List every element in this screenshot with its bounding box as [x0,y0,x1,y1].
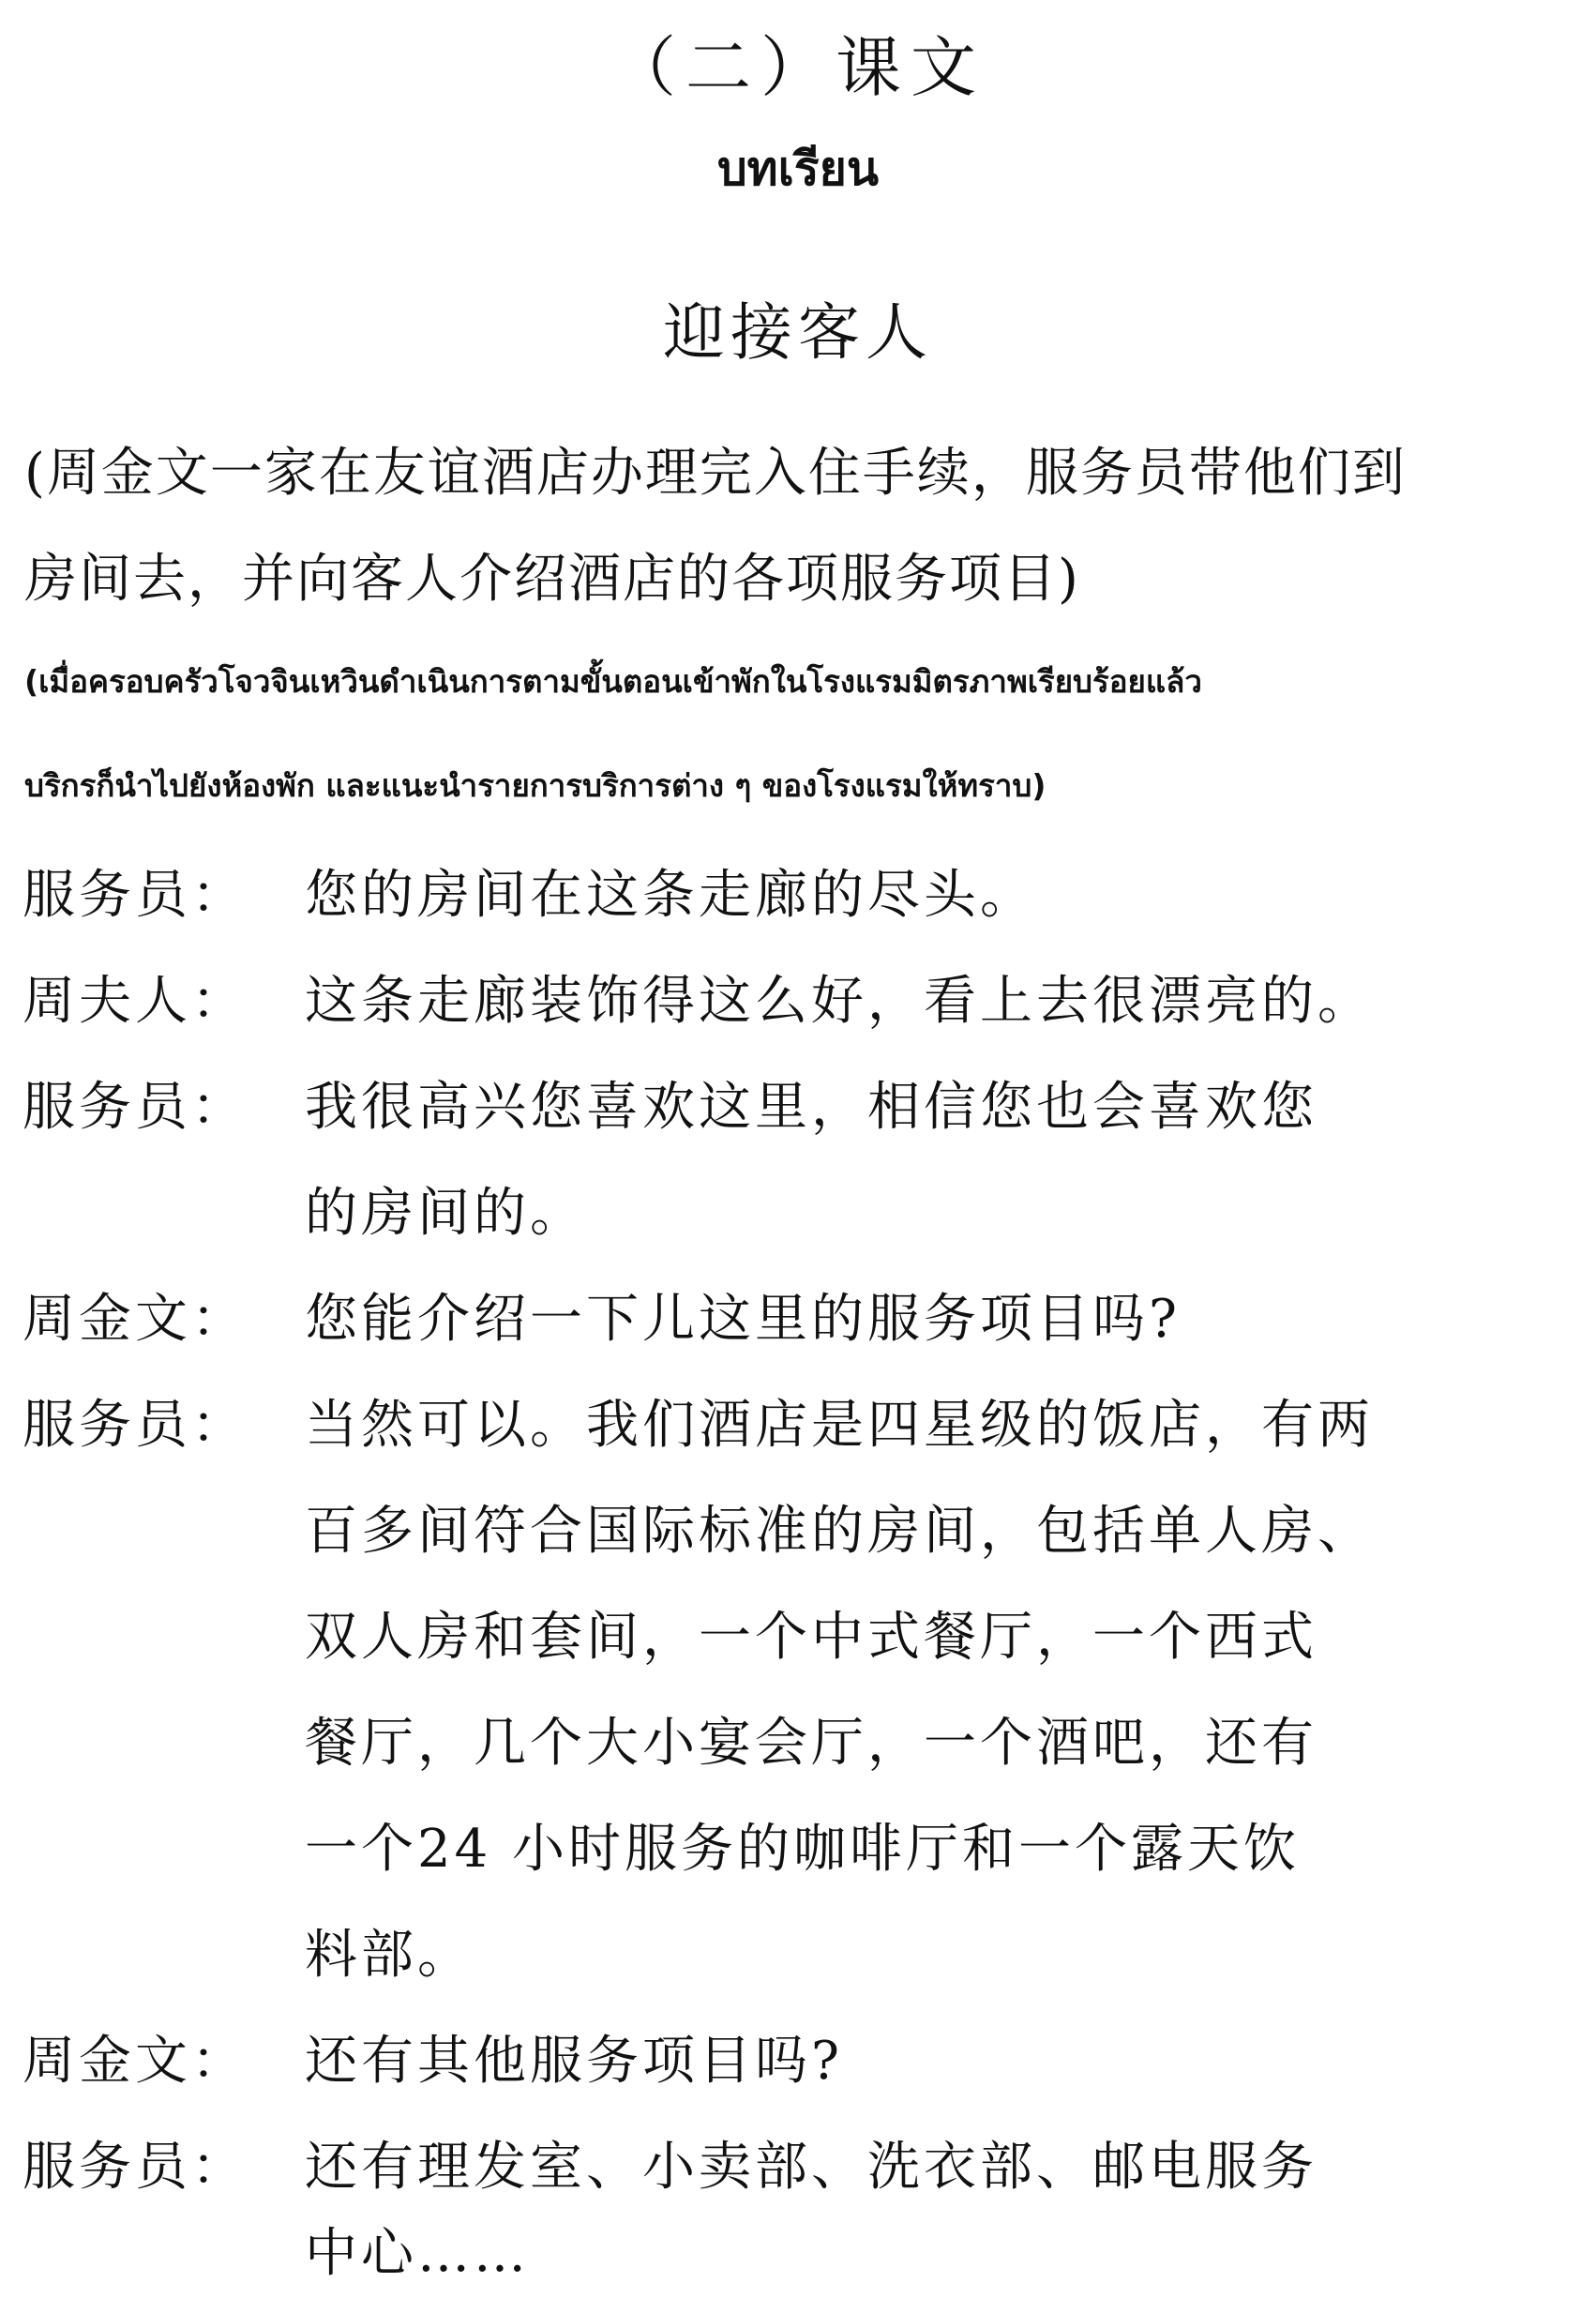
speaker-label: 服务员： [23,1395,248,1456]
speaker-label: 周金文： [23,1289,248,1350]
speech-line: 还有其他服务项目吗? [305,2031,844,2092]
speech-line: 您的房间在这条走廊的尽头。 [305,865,1036,926]
speaker-label: 服务员： [23,2137,248,2198]
intro-thai-line-1: (เมื่อครอบครัวโจวจินเหวินดำเนินการตามขั้นตอนเข้าพักในโรงแรมมิตรภาพเรียบร้อยแล้ว [24,663,1202,700]
speaker-label: 服务员： [23,865,248,926]
speech-line: 中心…… [305,2223,530,2284]
speech-line: 当然可以。我们酒店是四星级的饭店，有两 [305,1395,1374,1456]
speech-line: 这条走廊装饰得这么好，看上去很漂亮的。 [305,971,1374,1032]
section-title: （二）课文 [610,29,986,106]
intro-chinese-line-2: 房间去，并向客人介绍酒店的各项服务项目) [24,549,1080,610]
speech-line: 餐厅，几个大小宴会厅，一个酒吧，还有 [305,1713,1317,1774]
speaker-label: 周金文： [23,2031,248,2092]
speech-line: 还有理发室、小卖部、洗衣部、邮电服务 [305,2137,1317,2198]
speaker-label: 服务员： [23,1077,248,1138]
speaker-label: 周夫人： [23,971,248,1032]
intro-chinese-line-1: (周金文一家在友谊酒店办理完入住手续，服务员带他们到 [24,443,1407,504]
intro-thai-line-2: บริกรก็นำไปยังห้องพัก และแนะนำรายการบริการต่าง ๆ ของโรงแรมให้ทราบ) [24,767,1046,804]
section-subtitle-thai: บทเรียน [716,142,880,196]
lesson-title: 迎接客人 [663,296,933,369]
speech-line: 您能介绍一下儿这里的服务项目吗? [305,1289,1182,1350]
speech-line: 料部。 [305,1925,474,1986]
speech-line: 双人房和套间，一个中式餐厅，一个西式 [305,1607,1317,1668]
speech-line: 我很高兴您喜欢这里，相信您也会喜欢您 [305,1077,1317,1138]
speech-line: 百多间符合国际标准的房间，包括单人房、 [305,1501,1374,1562]
speech-line: 一个24 小时服务的咖啡厅和一个露天饮 [305,1819,1301,1880]
speech-line: 的房间的。 [305,1183,586,1244]
